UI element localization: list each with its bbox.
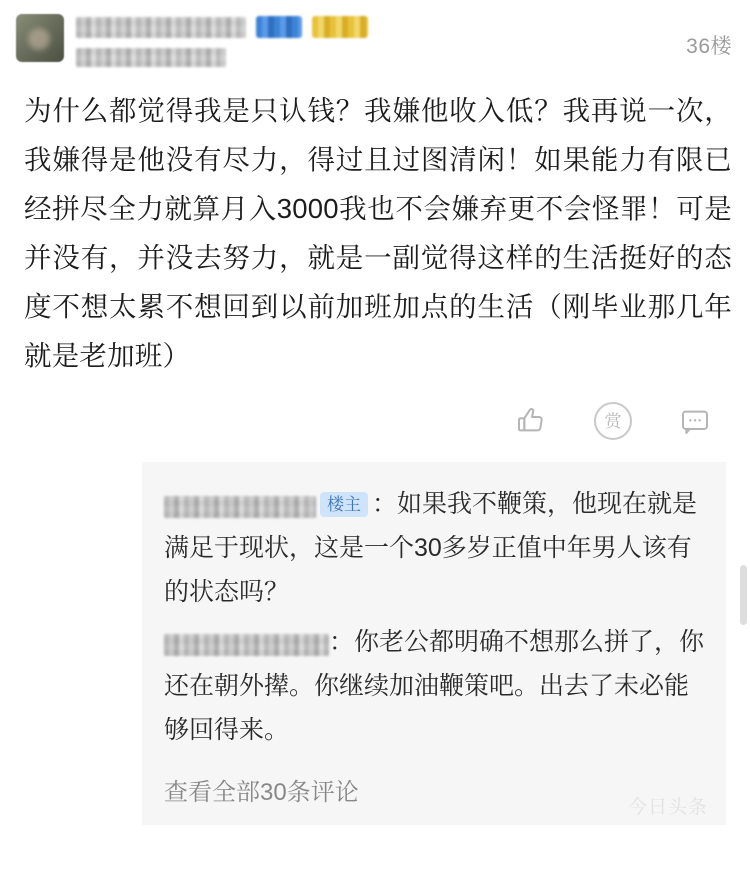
comment-bubble-icon[interactable] xyxy=(678,404,712,438)
watermark: 今日头条 xyxy=(627,797,708,818)
list-item[interactable] xyxy=(164,482,704,614)
post-header xyxy=(0,0,750,70)
comment-text: ：你老公都明确不想那么拼了，你还在朝外撵。你继续加油鞭策吧。出去了未必能够回得来。 xyxy=(164,628,705,744)
badge-yellow-redacted xyxy=(312,16,368,38)
author-subtitle-row xyxy=(76,48,368,67)
comment-text: ：如果我不鞭策，他现在就是满足于现状，这是一个30多岁正值中年男人该有的状态吗？ xyxy=(164,490,698,606)
author-subtitle-redacted xyxy=(76,48,226,67)
author-name-row xyxy=(76,16,368,38)
comment-user-redacted[interactable] xyxy=(164,634,329,656)
floor-number: 36楼 xyxy=(686,35,732,58)
reward-icon[interactable] xyxy=(594,402,632,440)
thumbs-up-icon[interactable] xyxy=(514,404,548,438)
comment-list xyxy=(142,462,726,825)
status-badge: 楼主 xyxy=(320,492,368,517)
badge-blue-redacted xyxy=(256,16,302,38)
author-info xyxy=(76,12,368,67)
post-body-text: 为什么都觉得我是只认钱？我嫌他收入低？我再说一次，我嫌得是他没有尽力，得过且过图清闲！如果能力有限已经拼尽全力就算月入3000我也不会嫌弃更不会怪罪！可是并没有，并没去努力，就是一副觉得这样的生活挺好的态度不想太累不想回到以前加班加点的生活（刚毕业那几年就是老加班） xyxy=(24,95,732,371)
author-name-redacted[interactable] xyxy=(76,17,246,38)
scrollbar-thumb[interactable] xyxy=(740,565,747,625)
reward-label: 赏 xyxy=(604,411,622,431)
comment-user-redacted[interactable] xyxy=(164,496,316,518)
action-bar xyxy=(0,380,750,454)
view-all-comments-link[interactable]: 查看全部30条评论 xyxy=(164,779,359,806)
avatar[interactable] xyxy=(16,14,64,62)
list-item[interactable] xyxy=(164,620,704,752)
